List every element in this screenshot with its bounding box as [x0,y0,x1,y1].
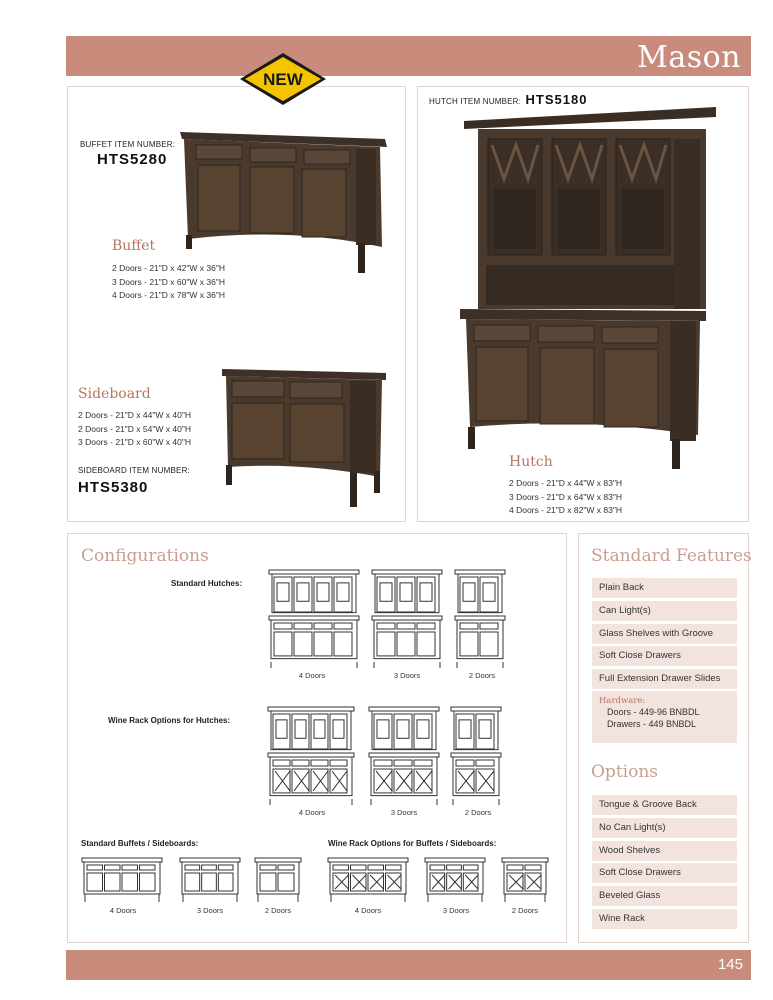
sideboard-size-row: 2 Doors - 21"D x 44"W x 40"H [78,410,191,420]
page-number: 145 [717,956,743,973]
sideboard-size-row: 2 Doors - 21"D x 54"W x 40"H [78,423,191,434]
buffet-item-label: BUFFET ITEM NUMBER: [80,140,176,149]
hutch-size-row: 2 Doors - 21"D x 44"W x 83"H [509,478,622,488]
configurations-panel [67,533,567,943]
feature-row: Full Extension Drawer Slides [592,669,737,689]
config-caption: 2 Doors [264,906,292,915]
hardware-line: Drawers - 449 BNBDL [607,719,697,729]
hutch-item-number: HTS5180 [525,92,588,107]
configurations-heading: Configurations [81,546,209,566]
option-row: Wood Shelves [592,841,737,861]
buffet-size-row: 2 Doors - 21"D x 42"W x 36"H [112,263,225,273]
sideboard-photo [222,367,388,509]
hutch-sizes [509,477,622,518]
sideboard-item-number: HTS5380 [78,479,149,496]
new-badge [239,52,327,106]
buffet-sizes [112,262,225,303]
config-caption: 4 Doors [354,906,382,915]
buffet-size-row: 3 Doors - 21"D x 60"W x 36"H [112,276,225,287]
buffet-heading: Buffet [112,238,156,254]
hutch-photo [460,105,718,471]
config-caption: 2 Doors [464,808,492,817]
sideboard-sizes [78,409,191,450]
footer-band [66,950,751,980]
config-caption: 4 Doors [298,671,326,680]
page-title: Mason [637,40,741,75]
hutch-heading: Hutch [509,454,553,470]
wine-hutches-label: Wine Rack Options for Hutches: [108,716,231,725]
sideboard-size-row: 3 Doors - 21"D x 60"W x 40"H [78,437,191,447]
sideboard-item-label: SIDEBOARD ITEM NUMBER: [78,466,190,475]
config-caption: 4 Doors [109,906,137,915]
standard-buffets-label: Standard Buffets / Sideboards: [81,839,199,848]
option-row: No Can Light(s) [592,818,737,838]
feature-row: Glass Shelves with Groove [592,624,737,644]
new-badge-text: NEW [263,70,303,89]
config-caption: 3 Doors [390,808,418,817]
config-caption: 3 Doors [196,906,224,915]
buffet-photo [180,127,390,275]
option-row: Tongue & Groove Back [592,795,737,815]
feature-row: Plain Back [592,578,737,598]
feature-row: Can Light(s) [592,601,737,621]
wine-buffets-label: Wine Rack Options for Buffets / Sideboards: [328,839,497,848]
options-heading: Options [591,762,658,782]
config-caption: 2 Doors [468,671,496,680]
hutch-size-row: 3 Doors - 21"D x 64"W x 83"H [509,491,622,502]
buffet-item-number: HTS5280 [97,151,168,168]
standard-features-heading: Standard Features [591,546,752,566]
hardware-box [592,691,737,743]
config-caption: 4 Doors [298,808,326,817]
hutch-item-label: HUTCH ITEM NUMBER: [429,97,522,106]
buffet-size-row: 4 Doors - 21"D x 78"W x 36"H [112,290,225,300]
option-row: Wine Rack [592,909,737,929]
hardware-label: Hardware: [599,696,646,706]
option-row: Soft Close Drawers [592,863,737,883]
config-caption: 2 Doors [511,906,539,915]
standard-hutches-label: Standard Hutches: [171,579,243,588]
config-caption: 3 Doors [393,671,421,680]
option-row: Beveled Glass [592,886,737,906]
feature-row: Soft Close Drawers [592,646,737,666]
hardware-line: Doors - 449-96 BNBDL [607,707,700,717]
sideboard-heading: Sideboard [78,386,151,402]
hutch-size-row: 4 Doors - 21"D x 82"W x 83"H [509,505,622,515]
config-caption: 3 Doors [442,906,470,915]
